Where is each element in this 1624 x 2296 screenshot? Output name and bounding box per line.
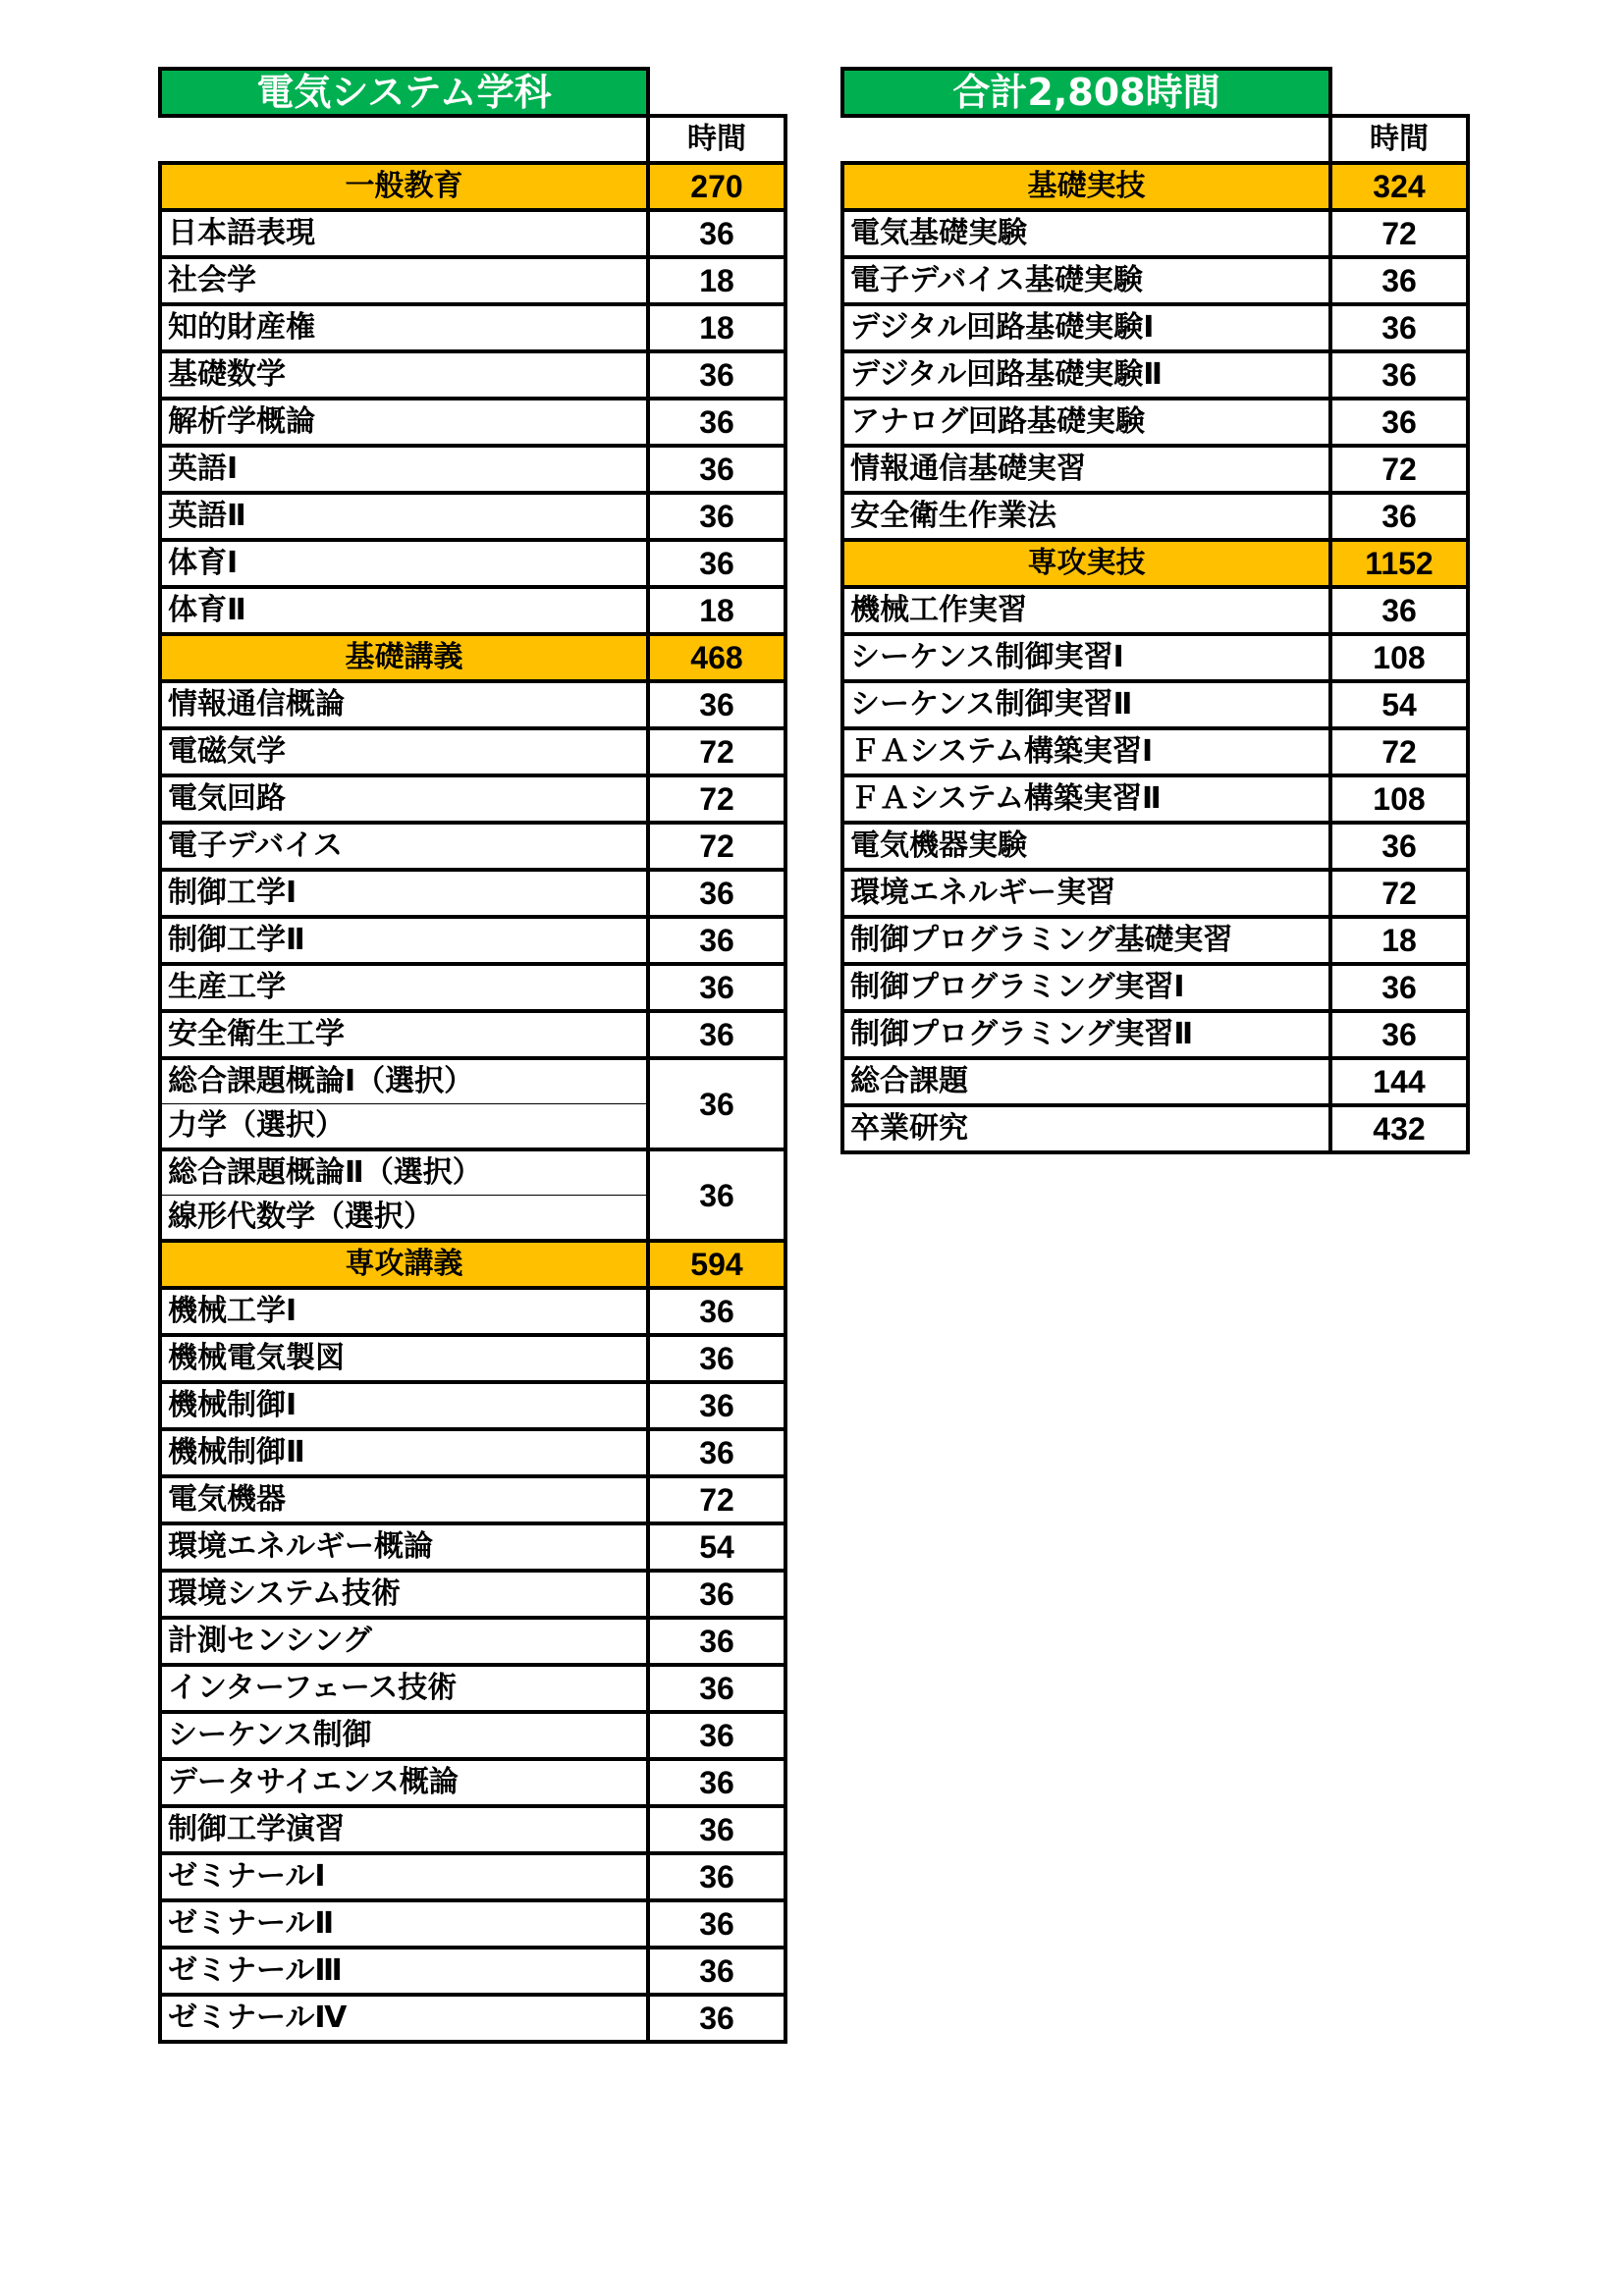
subject-hours: 36 <box>648 1806 785 1853</box>
category-hours: 594 <box>648 1241 785 1288</box>
curriculum-table-left <box>158 67 787 2044</box>
subject-hours: 36 <box>648 446 785 493</box>
subject-hours: 36 <box>1330 964 1468 1011</box>
subject-name: 環境エネルギー実習 <box>842 870 1330 917</box>
subject-name: 電子デバイス基礎実験 <box>842 257 1330 304</box>
subject-hours: 36 <box>648 1058 785 1149</box>
subject-name: 制御工学Ⅰ <box>160 870 648 917</box>
table-title-row <box>160 69 785 116</box>
table-row <box>842 964 1468 1011</box>
subject-hours: 18 <box>1330 917 1468 964</box>
table-row <box>842 446 1468 493</box>
subject-hours: 36 <box>648 1571 785 1618</box>
subject-hours: 36 <box>648 1900 785 1948</box>
subject-hours: 72 <box>1330 870 1468 917</box>
subject-name: 電気基礎実験 <box>842 210 1330 257</box>
subject-hours: 72 <box>1330 728 1468 775</box>
table-row <box>842 681 1468 728</box>
subject-hours: 72 <box>1330 446 1468 493</box>
subject-hours: 36 <box>1330 351 1468 399</box>
subject-hours: 36 <box>648 870 785 917</box>
table-row <box>160 1618 785 1665</box>
subject-name: デジタル回路基礎実験Ⅱ <box>842 351 1330 399</box>
subject-name: 日本語表現 <box>160 210 648 257</box>
table-row <box>842 210 1468 257</box>
subject-hours: 36 <box>1330 823 1468 870</box>
hours-header-row <box>842 116 1468 163</box>
table-row <box>842 304 1468 351</box>
table-row <box>842 634 1468 681</box>
subject-name: 力学（選択） <box>160 1104 648 1150</box>
subject-hours: 108 <box>1330 775 1468 823</box>
table-row <box>160 870 785 917</box>
subject-name: 制御プログラミング基礎実習 <box>842 917 1330 964</box>
department-title: 電気システム学科 <box>160 69 648 116</box>
subject-hours: 36 <box>648 964 785 1011</box>
subject-name: 卒業研究 <box>842 1105 1330 1152</box>
table-row <box>160 351 785 399</box>
subject-hours: 36 <box>648 1382 785 1429</box>
subject-name: 機械制御Ⅱ <box>160 1429 648 1476</box>
subject-name: 英語Ⅰ <box>160 446 648 493</box>
subject-name: シーケンス制御実習Ⅱ <box>842 681 1330 728</box>
table-row <box>160 1011 785 1058</box>
table-row <box>842 823 1468 870</box>
table-row <box>160 540 785 587</box>
subject-name: 制御プログラミング実習Ⅰ <box>842 964 1330 1011</box>
subject-name: 機械電気製図 <box>160 1335 648 1382</box>
subject-hours: 72 <box>648 775 785 823</box>
subject-name: ゼミナールⅡ <box>160 1900 648 1948</box>
table-row <box>842 1011 1468 1058</box>
subject-hours: 36 <box>648 1853 785 1900</box>
subject-hours: 18 <box>648 304 785 351</box>
subject-hours: 36 <box>648 210 785 257</box>
subject-name: 総合課題 <box>842 1058 1330 1105</box>
subject-name: インターフェース技術 <box>160 1665 648 1712</box>
category-name: 専攻実技 <box>842 540 1330 587</box>
subject-name: 機械工作実習 <box>842 587 1330 634</box>
subject-name: 解析学概論 <box>160 399 648 446</box>
hours-column-header: 時間 <box>648 116 785 163</box>
subject-hours: 36 <box>1330 399 1468 446</box>
category-row <box>160 163 785 210</box>
category-hours: 270 <box>648 163 785 210</box>
subject-name: 体育Ⅰ <box>160 540 648 587</box>
table-title-row <box>842 69 1468 116</box>
table-row <box>160 1335 785 1382</box>
subject-hours: 36 <box>648 1429 785 1476</box>
subject-name: 英語Ⅱ <box>160 493 648 540</box>
subject-hours: 36 <box>648 1335 785 1382</box>
subject-hours: 36 <box>648 493 785 540</box>
subject-name: シーケンス制御実習Ⅰ <box>842 634 1330 681</box>
subject-name: ゼミナールⅠ <box>160 1853 648 1900</box>
subject-hours: 36 <box>1330 1011 1468 1058</box>
category-row <box>842 163 1468 210</box>
subject-name: 環境エネルギー概論 <box>160 1523 648 1571</box>
category-name: 基礎講義 <box>160 634 648 681</box>
category-hours: 468 <box>648 634 785 681</box>
subject-name: 電気機器実験 <box>842 823 1330 870</box>
subject-hours: 36 <box>648 351 785 399</box>
subject-name: 制御プログラミング実習Ⅱ <box>842 1011 1330 1058</box>
subject-name: 機械工学Ⅰ <box>160 1288 648 1335</box>
table-row <box>160 1476 785 1523</box>
subject-hours: 36 <box>648 681 785 728</box>
subject-name: 制御工学Ⅱ <box>160 917 648 964</box>
table-row <box>160 1523 785 1571</box>
subject-name: 生産工学 <box>160 964 648 1011</box>
table-row <box>842 870 1468 917</box>
subject-hours: 144 <box>1330 1058 1468 1105</box>
subject-name: ＦＡシステム構築実習Ⅱ <box>842 775 1330 823</box>
hours-header-row <box>160 116 785 163</box>
subject-name: 電気機器 <box>160 1476 648 1523</box>
table-row <box>842 257 1468 304</box>
subject-hours: 36 <box>648 1149 785 1241</box>
table-row <box>160 823 785 870</box>
table-row <box>160 1806 785 1853</box>
subject-hours: 72 <box>648 823 785 870</box>
table-row <box>842 587 1468 634</box>
subject-name: アナログ回路基礎実験 <box>842 399 1330 446</box>
table-row <box>160 964 785 1011</box>
subject-hours: 36 <box>1330 587 1468 634</box>
subject-name: ＦＡシステム構築実習Ⅰ <box>842 728 1330 775</box>
table-row <box>160 1759 785 1806</box>
table-row <box>160 1948 785 1995</box>
subject-hours: 108 <box>1330 634 1468 681</box>
category-row <box>160 1241 785 1288</box>
table-row <box>842 728 1468 775</box>
subject-name: デジタル回路基礎実験Ⅰ <box>842 304 1330 351</box>
category-name: 基礎実技 <box>842 163 1330 210</box>
subject-hours: 36 <box>648 1712 785 1759</box>
subject-name: 機械制御Ⅰ <box>160 1382 648 1429</box>
table-row <box>160 917 785 964</box>
subject-name: 安全衛生工学 <box>160 1011 648 1058</box>
table-row <box>160 446 785 493</box>
subject-name: 制御工学演習 <box>160 1806 648 1853</box>
table-row <box>160 1853 785 1900</box>
subject-hours: 54 <box>1330 681 1468 728</box>
subject-name: ゼミナールⅢ <box>160 1948 648 1995</box>
table-row <box>160 1149 785 1196</box>
table-row <box>160 1995 785 2042</box>
subject-hours: 72 <box>648 1476 785 1523</box>
table-row <box>160 1571 785 1618</box>
table-row <box>160 399 785 446</box>
category-name: 一般教育 <box>160 163 648 210</box>
subject-hours: 36 <box>648 1288 785 1335</box>
subject-hours: 36 <box>648 1759 785 1806</box>
subject-hours: 36 <box>1330 493 1468 540</box>
subject-hours: 36 <box>648 540 785 587</box>
subject-name: 安全衛生作業法 <box>842 493 1330 540</box>
table-row <box>160 728 785 775</box>
subject-name: 基礎数学 <box>160 351 648 399</box>
subject-name: 計測センシング <box>160 1618 648 1665</box>
subject-hours: 36 <box>648 1011 785 1058</box>
subject-hours: 36 <box>1330 257 1468 304</box>
category-name: 専攻講義 <box>160 1241 648 1288</box>
table-row <box>842 351 1468 399</box>
subject-hours: 36 <box>648 1665 785 1712</box>
subject-name: 情報通信概論 <box>160 681 648 728</box>
table-row <box>160 681 785 728</box>
table-row <box>160 1712 785 1759</box>
table-row <box>160 493 785 540</box>
table-row <box>160 1382 785 1429</box>
table-row <box>842 493 1468 540</box>
subject-hours: 72 <box>1330 210 1468 257</box>
table-row <box>160 1288 785 1335</box>
subject-hours: 36 <box>648 1618 785 1665</box>
subject-hours: 36 <box>648 1948 785 1995</box>
table-row <box>842 917 1468 964</box>
subject-name: 総合課題概論Ⅰ（選択） <box>160 1058 648 1104</box>
subject-hours: 72 <box>648 728 785 775</box>
table-row <box>160 775 785 823</box>
table-row <box>160 257 785 304</box>
curriculum-table-right <box>840 67 1470 1154</box>
subject-hours: 36 <box>648 1995 785 2042</box>
subject-hours: 36 <box>1330 304 1468 351</box>
table-row <box>160 1429 785 1476</box>
subject-hours: 36 <box>648 917 785 964</box>
category-row <box>842 540 1468 587</box>
subject-name: データサイエンス概論 <box>160 1759 648 1806</box>
subject-name: 線形代数学（選択） <box>160 1196 648 1242</box>
table-row <box>842 1105 1468 1152</box>
table-row <box>160 210 785 257</box>
hours-column-header: 時間 <box>1330 116 1468 163</box>
subject-hours: 18 <box>648 257 785 304</box>
subject-hours: 18 <box>648 587 785 634</box>
subject-name: シーケンス制御 <box>160 1712 648 1759</box>
subject-hours: 54 <box>648 1523 785 1571</box>
table-row <box>160 304 785 351</box>
table-row <box>160 1665 785 1712</box>
subject-name: 電気回路 <box>160 775 648 823</box>
subject-name: 体育Ⅱ <box>160 587 648 634</box>
table-row <box>160 1058 785 1104</box>
total-hours-title: 合計2,808時間 <box>842 69 1330 116</box>
subject-hours: 36 <box>648 399 785 446</box>
table-row <box>160 587 785 634</box>
table-row <box>842 1058 1468 1105</box>
subject-name: ゼミナールⅣ <box>160 1995 648 2042</box>
subject-name: 電磁気学 <box>160 728 648 775</box>
category-row <box>160 634 785 681</box>
category-hours: 1152 <box>1330 540 1468 587</box>
subject-name: 知的財産権 <box>160 304 648 351</box>
subject-name: 電子デバイス <box>160 823 648 870</box>
subject-name: 環境システム技術 <box>160 1571 648 1618</box>
category-hours: 324 <box>1330 163 1468 210</box>
table-row <box>842 775 1468 823</box>
subject-name: 情報通信基礎実習 <box>842 446 1330 493</box>
table-row <box>842 399 1468 446</box>
table-row <box>160 1900 785 1948</box>
subject-hours: 432 <box>1330 1105 1468 1152</box>
subject-name: 社会学 <box>160 257 648 304</box>
subject-name: 総合課題概論Ⅱ（選択） <box>160 1149 648 1196</box>
